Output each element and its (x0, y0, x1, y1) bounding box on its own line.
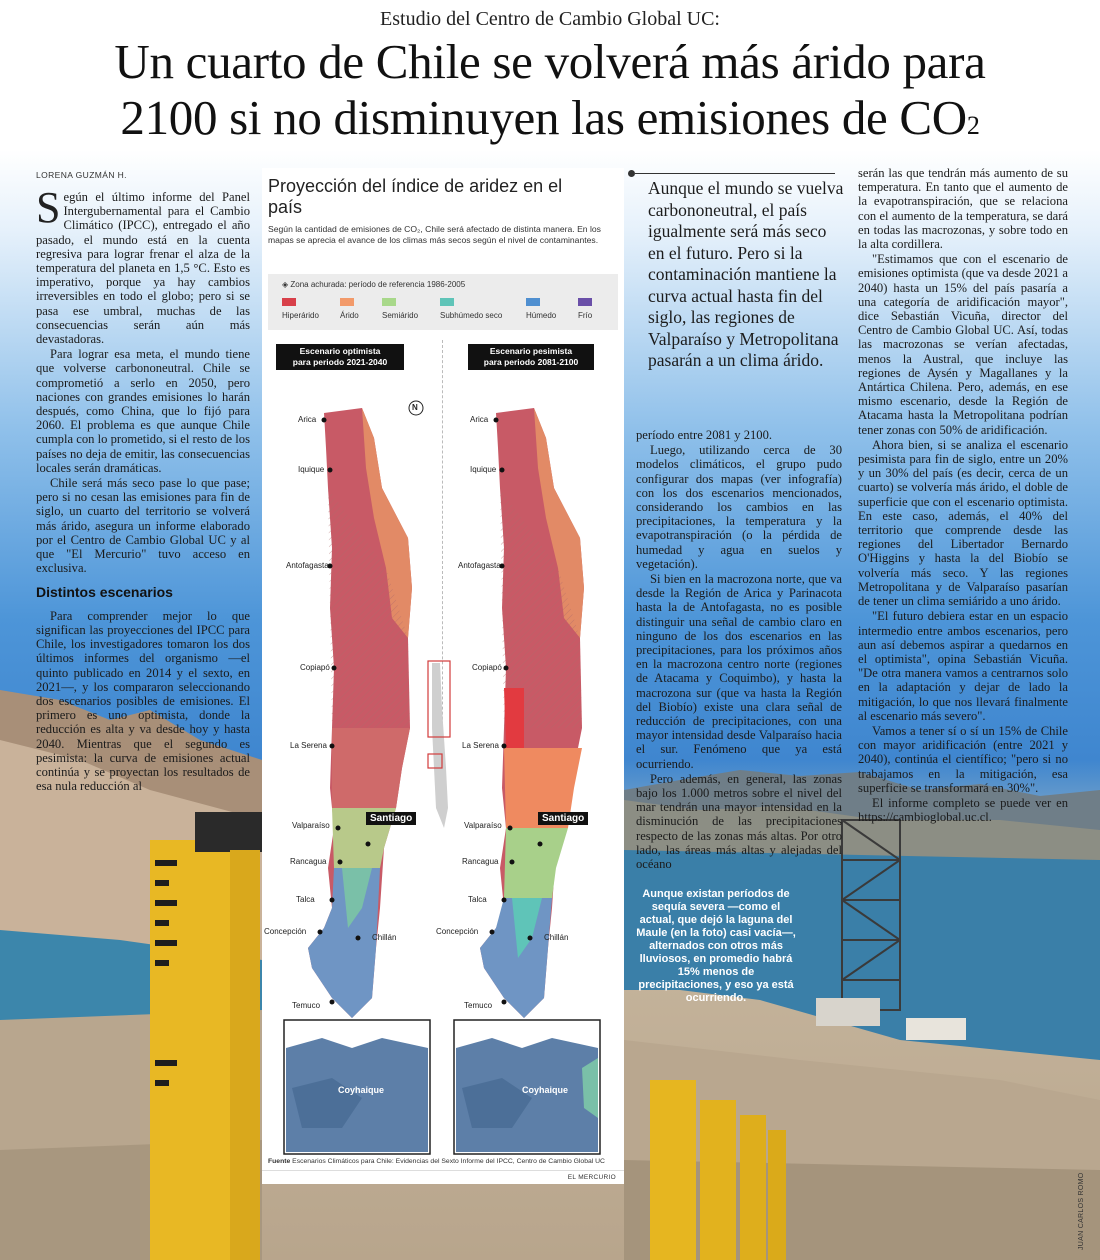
city-temuco: Temuco (292, 1001, 321, 1010)
headline-line-2-text: 2100 si no disminuyen las emisiones de CO (120, 90, 967, 145)
drop-cap: S (36, 183, 61, 232)
city-temuco: Temuco (464, 1001, 493, 1010)
city-concepcion: Concepción (264, 927, 307, 936)
city-coyhaique: Coyhaique (522, 1085, 569, 1095)
city-valparaiso: Valparaíso (464, 821, 502, 830)
city-concepcion: Concepción (436, 927, 479, 936)
publisher-brand: EL MERCURIO (567, 1174, 616, 1181)
city-chillan: Chillán (372, 933, 397, 942)
city-arica: Arica (470, 415, 489, 424)
pullquote: Aunque el mundo se vuelva carbononeutral, el país igualmente será más seco en el futuro. Pero si la contaminación mantiene la curva actual hasta fin del siglo, las regiones de Valparaíso y Metropolitana pasarán a un clima árido. (648, 178, 844, 370)
paragraph: Luego, utilizando cerca de 30 modelos climáticos, el grupo pudo configurar dos mapas (ver infografía) con los dos escenarios mencionados, considerando los cambios en las precipitaciones, la temperatura y la evapotranspiración (o la pérdida de humedad y agua en suelos y vegetación). (636, 443, 842, 571)
source-text: Escenarios Climáticos para Chile: Evidencias del Sexto Informe del IPCC, Centro de Cambio Global UC (292, 1158, 605, 1165)
scenario-optimistic-label (276, 344, 404, 370)
paragraph: Para lograr esa meta, el mundo tiene que volverse carbononeutral. Chile se comprometió a serlo en 2050, pero naciones con grandes emisiones lo harán después, como China, que lo fijó para 2060. El problema es que aunque Chile cumpla con lo prometido, si el resto de los países no deja de emitir, las consecuencias locales serán dramáticas. (36, 347, 250, 475)
city-arica: Arica (298, 415, 317, 424)
scenario-pessimistic-period: para periodo 2081-2100 (483, 357, 579, 367)
scenario-optimistic-period: para periodo 2021-2040 (292, 357, 388, 367)
scenario-pessimistic-label (468, 344, 594, 370)
headline-subscript: 2 (966, 111, 980, 140)
city-copiapo: Copiapó (472, 663, 502, 672)
paragraph: Si bien en la macrozona norte, que va desde la Región de Arica y Parinacota hasta la de Antofagasta, no es posible distinguir una señal de cambio claro en ninguno de los dos escenarios en las precipitaciones, para los próximos años en la macrozona centro norte (regiones de Atacama y Coquimbo), y hasta la macrozona sur (que va hasta la Región del Biobío) existe una clara señal de reducción de precipitaciones, con una mayor intensidad desde Valparaíso hacia el sur. Fenómeno que ya está ocurriendo. (636, 572, 842, 771)
legend-label: Árido (340, 311, 359, 320)
city-chillan: Chillán (544, 933, 569, 942)
article-column-4 (858, 166, 1068, 825)
aridity-maps (262, 168, 624, 1184)
divider (262, 1170, 624, 1171)
section-subhead: Distintos escenarios (36, 584, 173, 601)
scenario-pessimistic-title: Escenario pesimista (489, 346, 573, 356)
scenario-optimistic-title: Escenario optimista (299, 346, 381, 356)
headline-line-1: Un cuarto de Chile se volverá más árido para (114, 34, 986, 89)
city-talca: Talca (468, 895, 487, 904)
hatch-icon: ◈ (282, 280, 291, 289)
article-column-1 (36, 183, 250, 794)
legend-label: Subhúmedo seco (440, 311, 503, 320)
city-iquique: Iquique (298, 465, 325, 474)
city-valparaiso: Valparaíso (292, 821, 330, 830)
north-label: N (412, 403, 418, 412)
paragraph (36, 183, 250, 347)
city-coyhaique: Coyhaique (338, 1085, 385, 1095)
headline-line-2 (0, 90, 1100, 154)
locator-map (428, 661, 450, 828)
city-antofagasta: Antofagasta (286, 561, 329, 570)
photo-credit: JUAN CARLOS ROMO (1078, 1172, 1085, 1250)
paragraph: Pero además, en general, las zonas bajo los 1.000 metros sobre el nivel del mar tendrán una mayor intensidad en la disminución de las precipitaciones respecto de las zonas más altas. Por otro lado, las áreas más altas y alejadas del océano (636, 771, 842, 872)
photo-caption: Aunque existan períodos de sequía severa —como el actual, que dejó la laguna del Maule (en la foto) casi vacía—, alternados con otros más lluviosos, en promedio habrá 15% menos de precipitaciones, y eso ya está ocurriendo. (636, 888, 796, 1004)
paragraph: "Estimamos que con el escenario de emisiones optimista (que va desde 2021 a 2040) hasta un 15% del país pasaría a una categoría de aridificación mayor", dice Sebastián Vicuña, director del Centro de Cambio Global UC. Así, todas las macrozonas se verían afectadas, menos la Austral, que incluye las regiones de Aysén y Magallanes y la Antártica Chilena. Pero, además, en ese mismo escenario, desde la Región de Atacama hasta la Metropolitana podrían tener zonas con 50% de aridificación. (858, 252, 1068, 437)
map-pessimistic (480, 408, 584, 1018)
city-santiago: Santiago (538, 812, 588, 825)
legend-label: Húmedo (526, 311, 557, 320)
paragraph: El informe completo se puede ver en https://cambioglobal.uc.cl. (858, 795, 1068, 825)
city-rancagua: Rancagua (290, 857, 327, 866)
aridity-infographic (262, 168, 624, 1184)
city-la-serena: La Serena (462, 741, 499, 750)
legend-label: Hiperárido (282, 311, 319, 320)
infographic-title: Proyección del índice de aridez en el país (268, 176, 563, 217)
paragraph: "El futuro debiera estar en un espacio intermedio entre ambos escenarios, pero aun así debemos aspirar a quedarnos en el optimista", opina Sebastián Vicuña. "De otra manera vamos a centrarnos solo en la adaptación y dejar de lado la mitigación, lo que nos llevará finalmente al escenario más severo". (858, 609, 1068, 723)
paragraph: serán las que tendrán más aumento de su temperatura. En tanto que el aumento de la evapotranspiración, que se relaciona con el aumento de la temperatura, se dará en todas las macrozonas, y sobre todo en la alta cordillera. (858, 166, 1068, 252)
infographic-source (268, 1158, 618, 1165)
paragraph: Chile será más seco pase lo que pase; pero si no cesan las emisiones para fin de siglo, un cuarto del territorio se volverá más árido, asegura un informe elaborado por el Centro de Cambio Global UC y al que "El Mercurio" tuvo acceso en exclusiva. (36, 476, 250, 576)
city-copiapo: Copiapó (300, 663, 330, 672)
kicker: Estudio del Centro de Cambio Global UC: (380, 8, 720, 30)
city-antofagasta: Antofagasta (458, 561, 501, 570)
article-column-3 (636, 428, 842, 872)
infographic-description: Según la cantidad de emisiones de CO₂, Chile será afectado de distinta manera. En los mapas se aprecia el avance de los climas más secos según el nivel de contaminantes. (268, 224, 601, 245)
paragraph: Vamos a tener sí o sí un 15% de Chile con mayor aridificación (entre 2021 y 2040), continúa el científico; "pero si no trabajamos en la mitigación, esa superficie se transformará en 30%". (858, 723, 1068, 795)
city-talca: Talca (296, 895, 315, 904)
headline (0, 34, 1100, 154)
legend-label: Frío (578, 311, 593, 320)
city-la-serena: La Serena (290, 741, 327, 750)
paragraph: Ahora bien, si se analiza el escenario pesimista para fin de siglo, entre un 20% y un 30% del país (es decir, cerca de un cuarto) se volvería más árido, el doble de superficie que con el escenario optimista. En este caso, además, el 40% del territorio que comprende desde las regiones del Libertador Bernardo O'Higgins y hasta la del Biobío se volvería más seco. Y las regiones Metropolitana y de Valparaíso pasarían de tener un clima semiárido a uno árido. (858, 437, 1068, 609)
legend-zone-text: Zona achurada: período de referencia 1986-2005 (290, 280, 466, 289)
map-optimistic (308, 408, 412, 1018)
legend-label: Semiárido (382, 311, 419, 320)
paragraph-text: egún el último informe del Panel Intergubernamental para el Cambio Climático (IPCC), entregado el año pasado, el mundo está en la cuenta regresiva para lograr frenar el alza de la temperatura del planeta en 1,5 °C. Esto es imperativo, porque ya hay cambios irreversibles en todo el globo; pero si se pasa ese umbral, muchas de las consecuencias serán aún más devastadoras. (36, 190, 250, 347)
paragraph: período entre 2081 y 2100. (636, 428, 773, 442)
paragraph: Para comprender mejor lo que significan las proyecciones del IPCC para Chile, los investigadores tomaron los dos últimos informes del organismo —el quinto publicado en 2014 y el sexto, en 2021—, y los compararon seleccionando dos escenarios posibles de emisiones. El primero es uno optimista, donde la reducción es alta y va desde hoy y hasta 2040. Mientras que el segundo es pesimista: la curva de emisiones actual continúa y se proyectan los resultados de esa nula reducción al (36, 608, 250, 794)
source-label: Fuente (268, 1158, 291, 1165)
pullquote-rule (635, 173, 835, 174)
city-rancagua: Rancagua (462, 857, 499, 866)
pullquote-bullet (628, 170, 635, 177)
byline: LORENA GUZMÁN H. (36, 170, 127, 180)
city-iquique: Iquique (470, 465, 497, 474)
city-santiago: Santiago (366, 812, 416, 825)
